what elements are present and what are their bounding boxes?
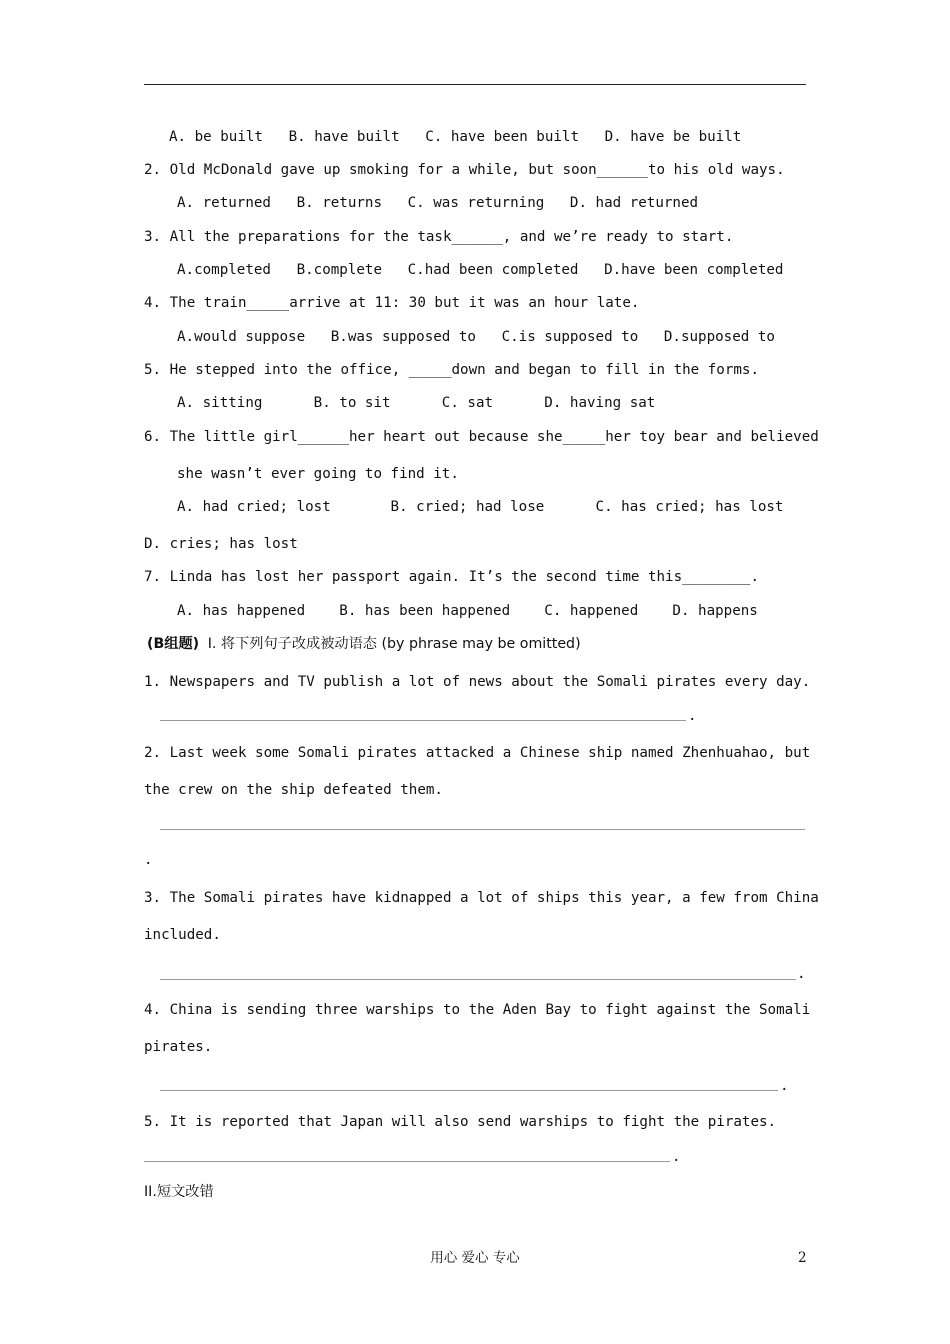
group-label: (B组题)	[147, 636, 200, 652]
section-ii-heading: II.短文改错	[144, 1184, 214, 1200]
answer-line-5-period: .	[672, 1149, 681, 1165]
sentence-2-line-1: 2. Last week some Somali pirates attacked a Chinese ship named Zhenhuahao, but	[144, 745, 811, 761]
answer-line-3[interactable]	[160, 979, 796, 980]
sentence-3-line-1: 3. The Somali pirates have kidnapped a lot of ships this year, a few from China	[144, 890, 819, 906]
answer-line-1[interactable]	[160, 720, 686, 721]
sentence-2-line-2: the crew on the ship defeated them.	[144, 782, 443, 798]
answer-line-5[interactable]	[144, 1161, 670, 1162]
answer-line-2-period: .	[144, 852, 153, 868]
sentence-4-line-2: pirates.	[144, 1039, 213, 1055]
header-rule	[144, 84, 806, 85]
sentence-5: 5. It is reported that Japan will also send warships to fight the pirates.	[144, 1114, 777, 1130]
q5-options: A. sitting B. to sit C. sat D. having sat	[177, 395, 656, 411]
answer-line-2[interactable]	[160, 829, 805, 830]
section-b-heading	[147, 634, 581, 654]
q7-options: A. has happened B. has been happened C. happened D. happens	[177, 603, 758, 619]
q3-options: A.completed B.complete C.had been completed D.have been completed	[177, 262, 784, 278]
page-number: 2	[798, 1250, 807, 1266]
q6-options-line-1: A. had cried; lost B. cried; had lose C. has cried; has lost	[177, 499, 784, 515]
answer-line-3-period: .	[797, 966, 806, 982]
footer-motto: 用心 爱心 专心	[430, 1250, 520, 1266]
q1-options: A. be built B. have built C. have been built D. have be built	[169, 129, 742, 145]
answer-line-1-period: .	[688, 708, 697, 724]
sentence-3-line-2: included.	[144, 927, 221, 943]
q4-options: A.would suppose B.was supposed to C.is supposed to D.supposed to	[177, 329, 775, 345]
sentence-4-line-1: 4. China is sending three warships to the Aden Bay to fight against the Somali	[144, 1002, 811, 1018]
sentence-1: 1. Newspapers and TV publish a lot of news about the Somali pirates every day.	[144, 674, 811, 690]
answer-line-4[interactable]	[160, 1090, 778, 1091]
q2-stem: 2. Old McDonald gave up smoking for a while, but soon______to his old ways.	[144, 162, 785, 178]
q6-stem-line-2: she wasn’t ever going to find it.	[177, 466, 459, 482]
q4-stem: 4. The train_____arrive at 11: 30 but it was an hour late.	[144, 295, 640, 311]
answer-line-4-period: .	[780, 1078, 789, 1094]
q2-options: A. returned B. returns C. was returning D. had returned	[177, 195, 699, 211]
q6-options-line-2: D. cries; has lost	[144, 536, 298, 552]
q6-stem-line-1: 6. The little girl______her heart out because she_____her toy bear and believed	[144, 429, 819, 445]
q3-stem: 3. All the preparations for the task______, and we’re ready to start.	[144, 229, 734, 245]
q5-stem: 5. He stepped into the office, _____down and began to fill in the forms.	[144, 362, 759, 378]
section-b-instruction: I. 将下列句子改成被动语态 (by phrase may be omitted)	[207, 636, 581, 652]
q7-stem: 7. Linda has lost her passport again. It’s the second time this________.	[144, 569, 759, 585]
